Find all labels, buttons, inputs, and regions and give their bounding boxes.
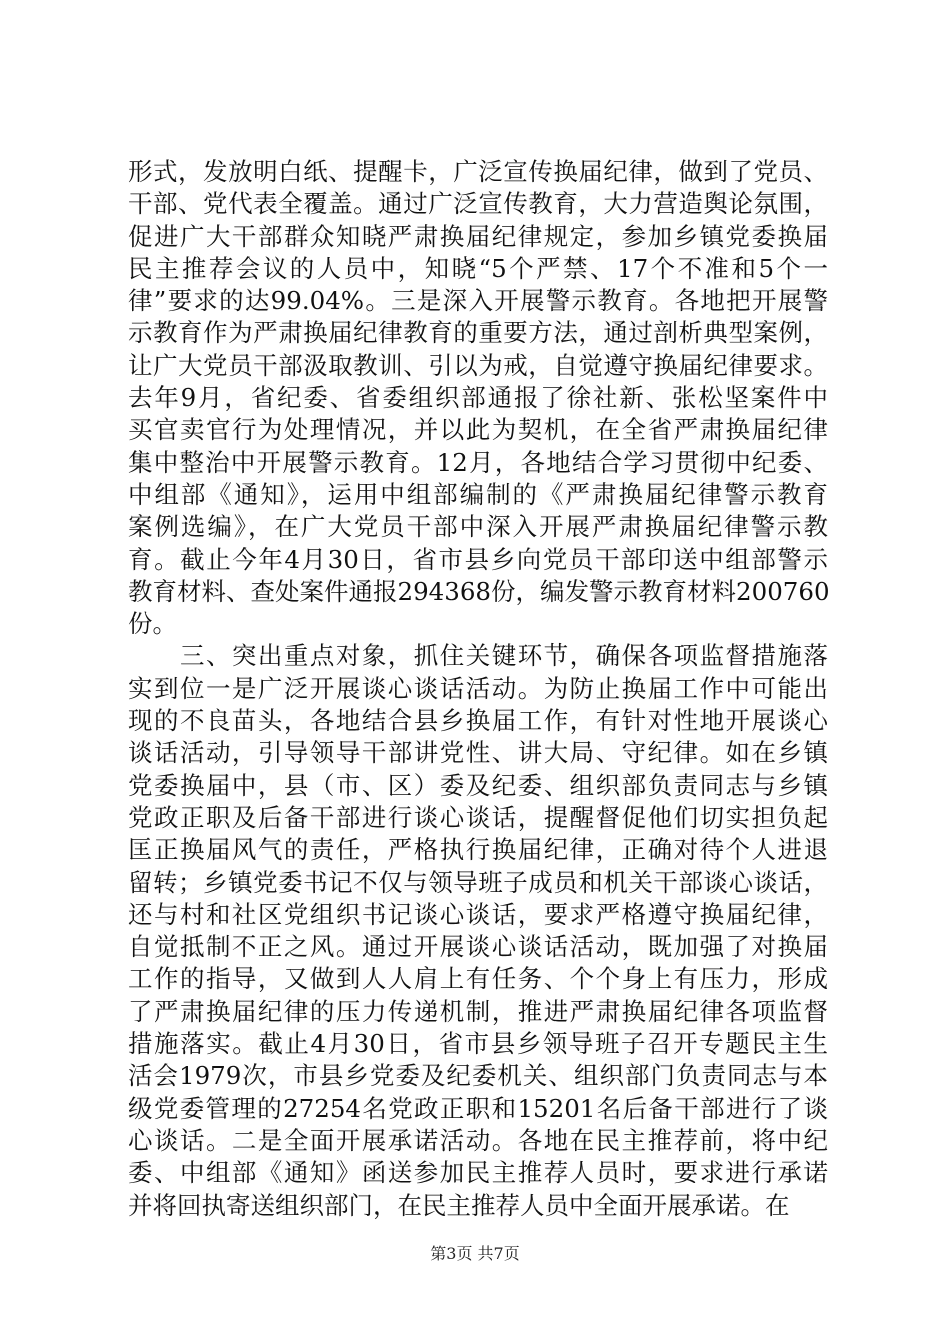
text-line: 实到位一是广泛开展谈心谈话活动。为防止换届工作中可能出 xyxy=(128,673,828,703)
text-line: 案例选编》，在广大党员干部中深入开展严肃换届纪律警示教 xyxy=(128,512,828,542)
text-line: 并将回执寄送组织部门，在民主推荐人员中全面开展承诺。在 xyxy=(128,1190,790,1220)
text-line: 买官卖官行为处理情况，并以此为契机，在全省严肃换届纪律 xyxy=(128,415,828,445)
text-line: 去年9月，省纪委、省委组织部通报了徐社新、张松坚案件中 xyxy=(128,383,828,413)
page-number-label: 第3页 共7页 xyxy=(430,1244,520,1263)
text-line: 份。 xyxy=(128,609,177,639)
text-line: 心谈话。二是全面开展承诺活动。各地在民主推荐前，将中纪 xyxy=(128,1125,828,1155)
text-line: 党政正职及后备干部进行谈心谈话，提醒督促他们切实担负起 xyxy=(128,802,828,832)
text-line: 还与村和社区党组织书记谈心谈话，要求严格遵守换届纪律， xyxy=(128,899,828,929)
text-line: 示教育作为严肃换届纪律教育的重要方法，通过剖析典型案例， xyxy=(128,318,828,348)
text-line: 育。截止今年4月30日，省市县乡向党员干部印送中组部警示 xyxy=(128,544,828,574)
text-line: 自觉抵制不正之风。通过开展谈心谈话活动，既加强了对换届 xyxy=(128,932,828,962)
text-line: 现的不良苗头，各地结合县乡换届工作，有针对性地开展谈心 xyxy=(128,706,828,736)
text-line: 律”要求的达99.04%。三是深入开展警示教育。各地把开展警 xyxy=(128,286,828,316)
text-line: 了严肃换届纪律的压力传递机制，推进严肃换届纪律各项监督 xyxy=(128,996,828,1026)
text-line: 干部、党代表全覆盖。通过广泛宣传教育，大力营造舆论氛围， xyxy=(128,189,828,219)
text-line: 让广大党员干部汲取教训、引以为戒，自觉遵守换届纪律要求。 xyxy=(128,350,828,380)
text-line: 级党委管理的27254名党政正职和15201名后备干部进行了谈 xyxy=(128,1093,828,1123)
text-line: 中组部《通知》，运用中组部编制的《严肃换届纪律警示教育 xyxy=(128,479,828,509)
text-line: 形式，发放明白纸、提醒卡，广泛宣传换届纪律，做到了党员、 xyxy=(128,157,828,186)
text-line: 委、中组部《通知》函送参加民主推荐人员时，要求进行承诺 xyxy=(128,1158,828,1188)
document-body xyxy=(128,156,828,1222)
text-line: 教育材料、查处案件通报294368份，编发警示教育材料200760 xyxy=(128,576,830,606)
text-line: 匡正换届风气的责任，严格执行换届纪律，正确对待个人进退 xyxy=(128,835,828,865)
text-line: 民主推荐会议的人员中，知晓“5个严禁、17个不准和5个一 xyxy=(128,253,828,283)
text-line: 集中整治中开展警示教育。12月，各地结合学习贯彻中纪委、 xyxy=(128,447,828,477)
text-line: 工作的指导，又做到人人肩上有任务、个个身上有压力，形成 xyxy=(128,964,828,994)
text-line: 三、突出重点对象，抓住关键环节，确保各项监督措施落 xyxy=(128,641,828,671)
text-line: 谈话活动，引导领导干部讲党性、讲大局、守纪律。如在乡镇 xyxy=(128,738,828,768)
text-line: 活会1979次，市县乡党委及纪委机关、组织部门负责同志与本 xyxy=(128,1061,828,1091)
text-line: 措施落实。截止4月30日，省市县乡领导班子召开专题民主生 xyxy=(128,1029,828,1059)
text-line: 促进广大干部群众知晓严肃换届纪律规定，参加乡镇党委换届 xyxy=(128,221,828,251)
text-line: 党委换届中，县（市、区）委及纪委、组织部负责同志与乡镇 xyxy=(128,770,828,800)
page-footer xyxy=(0,1244,950,1264)
text-line: 留转；乡镇党委书记不仅与领导班子成员和机关干部谈心谈话， xyxy=(128,867,828,897)
